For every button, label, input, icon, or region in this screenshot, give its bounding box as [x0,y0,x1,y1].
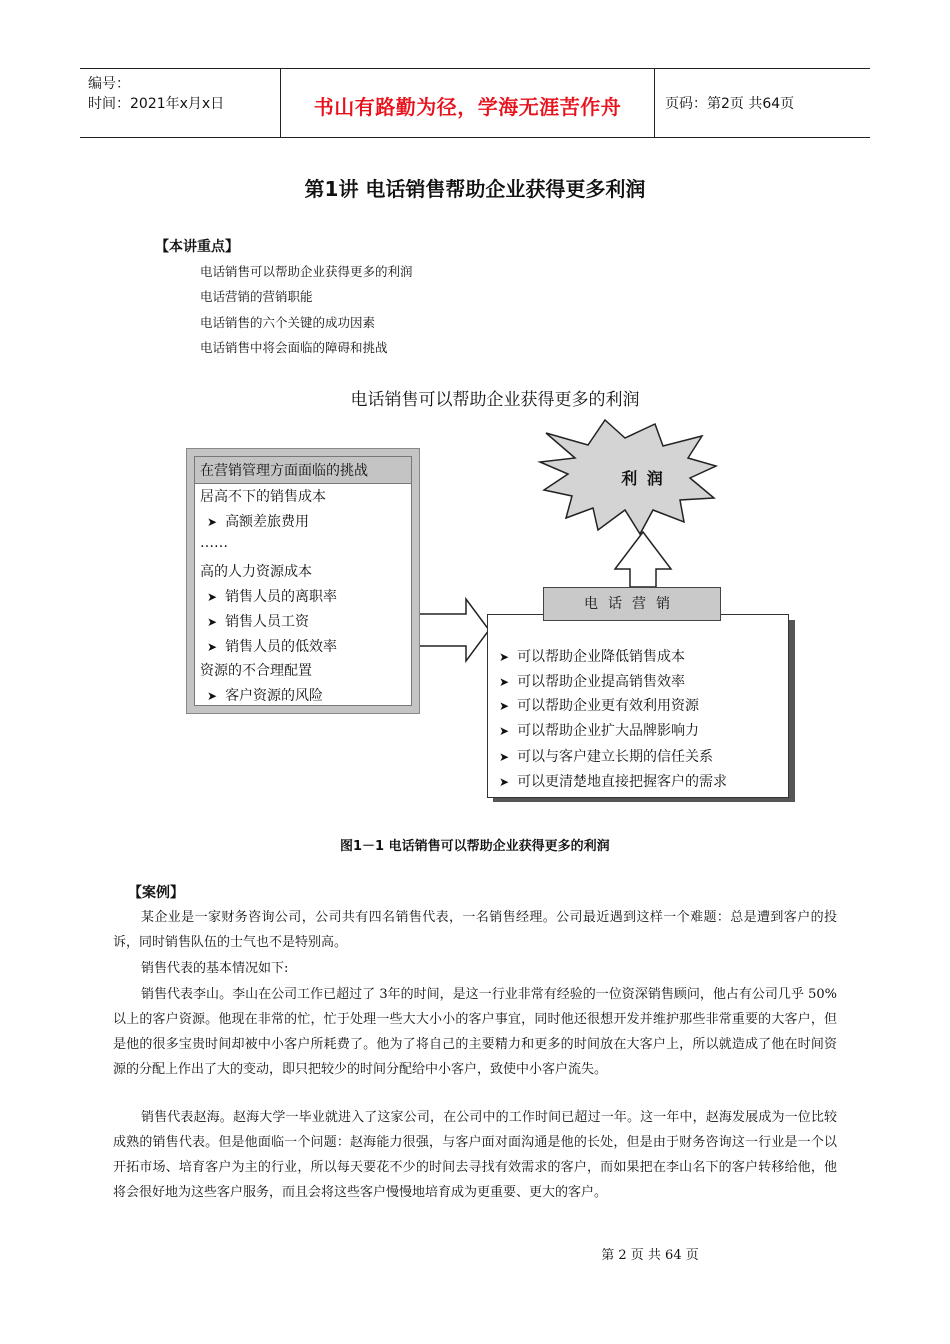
bullet-arrow-icon: ➤ [499,650,510,664]
challenge-line: 资源的不合理配置 [200,663,312,679]
key-points-title: 【本讲重点】 [155,239,239,255]
right-arrow-icon [416,599,489,661]
bullet-arrow-icon: ➤ [499,675,510,689]
challenge-line-text: 销售人员工资 [225,614,310,630]
telemarketing-header: 电话营销 [543,587,721,621]
case-paragraph: 销售代表李山。李山在公司工作已超过了 3年的时间，是这一行业非常有经验的一位资深销售顾问，他占有公司几乎 50%以上的客户资源。他现在非常的忙，忙于处理一些大大小小的客户事宜，同时他还很想开发并维护那些非常重要的大客户，但是他的很多宝贵时间却被中小客户所耗费了。他为了将自己的主要精力和更多的时间放在大客户上，所以就造成了他在时间资源的分配上作出了大的变动，即只把较少的时间分配给中小客户，致使中小客户流失。 [113,987,837,1077]
challenge-line-text: 销售人员的低效率 [225,639,338,655]
benefit-text: 可以帮助企业更有效利用资源 [517,698,700,714]
benefit-item [499,746,713,766]
bullet-arrow-icon: ➤ [499,750,510,764]
case-paragraph: 某企业是一家财务咨询公司，公司共有四名销售代表，一名销售经理。公司最近遇到这样一个难题：总是遭到客户的投诉，同时销售队伍的士气也不是特别高。 [113,910,837,950]
bullet-arrow-icon: ➤ [207,640,218,654]
challenge-line-text: 客户资源的风险 [225,688,324,704]
challenge-line [207,611,309,631]
benefit-item [499,646,685,666]
bullet-arrow-icon: ➤ [207,615,218,629]
key-point-item: 电话销售可以帮助企业获得更多的利润 [200,264,413,279]
number-label: 编号： [88,76,130,92]
key-point-item: 电话营销的营销职能 [200,289,313,304]
bullet-arrow-icon: ➤ [499,699,510,713]
challenge-line: …… [200,535,228,551]
benefit-item [499,671,685,691]
lecture-title: 第1讲 电话销售帮助企业获得更多利润 [304,177,646,201]
benefit-text: 可以帮助企业提高销售效率 [517,674,686,690]
benefit-item [499,695,699,715]
challenge-line [207,685,323,705]
key-point-item: 电话销售中将会面临的障碍和挑战 [200,340,388,355]
figure-title: 电话销售可以帮助企业获得更多的利润 [350,390,640,410]
benefit-text: 可以帮助企业降低销售成本 [517,649,686,665]
challenges-inner [194,456,412,706]
case-paragraph: 销售代表赵海。赵海大学一毕业就进入了这家公司，在公司中的工作时间已超过一年。这一年中，赵海发展成为一位比较成熟的销售代表。但是他面临一个问题：赵海能力很强，与客户面对面沟通是他的长处，但是由于财务咨询这一行业是一个以开拓市场、培育客户为主的行业，所以每天要花不少的时间去寻找有效需求的客户，而如果把在李山名下的客户转移给他，他将会很好地为这些客户服务，而且会将这些客户慢慢地培育成为更重要、更大的客户。 [113,1110,837,1200]
up-arrow-icon [615,532,671,587]
motto: 书山有路勤为径，学海无涯苦作舟 [313,95,622,119]
challenge-line [207,511,309,531]
page-footer: 第 2 页 共 64 页 [601,1248,699,1263]
bullet-arrow-icon: ➤ [499,775,510,789]
challenge-line: 居高不下的销售成本 [200,489,326,505]
figure-caption: 图1－1 电话销售可以帮助企业获得更多的利润 [340,839,610,854]
time-label: 时间：2021年x月x日 [88,96,225,112]
benefit-item [499,771,727,791]
challenge-line-text: 销售人员的离职率 [225,589,338,605]
bullet-arrow-icon: ➤ [207,515,218,529]
case-title: 【案例】 [128,885,184,901]
challenge-line [207,586,337,606]
profit-star-label: 利 润 [621,469,665,488]
benefit-text: 可以帮助企业扩大品牌影响力 [517,723,700,739]
page-number-label: 页码：第2页 共64页 [665,96,795,112]
bullet-arrow-icon: ➤ [207,590,218,604]
bullet-arrow-icon: ➤ [499,724,510,738]
benefit-text: 可以更清楚地直接把握客户的需求 [517,774,728,790]
case-paragraph: 销售代表的基本情况如下: [141,961,289,976]
challenge-line: 高的人力资源成本 [200,564,312,580]
challenge-line [207,636,337,656]
bullet-arrow-icon: ➤ [207,689,218,703]
challenge-line-text: 高额差旅费用 [225,514,310,530]
challenges-box [186,448,420,714]
benefit-item [499,720,699,740]
key-point-item: 电话销售的六个关键的成功因素 [200,315,376,330]
challenges-header: 在营销管理方面面临的挑战 [200,463,368,479]
benefit-text: 可以与客户建立长期的信任关系 [517,749,714,765]
